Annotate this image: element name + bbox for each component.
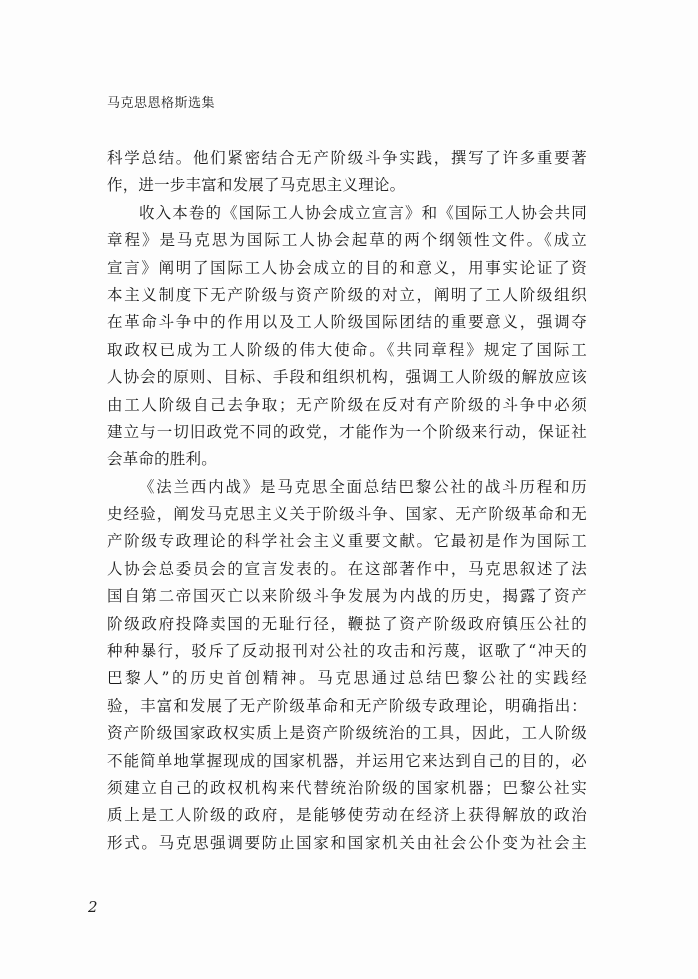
text-line: 章程》是马克思为国际工人协会起草的两个纲领性文件。《成立 [107,231,587,250]
text-line: 巴黎人”的历史首创精神。马克思通过总结巴黎公社的实践经 [107,669,587,688]
text-line: 人协会的原则、目标、手段和组织机构，强调工人阶级的解放应该 [107,368,587,387]
text-line: 国自第二帝国灭亡以来阶级斗争发展为内战的历史，揭露了资产 [107,587,587,606]
running-head: 马克思恩格斯选集 [107,96,216,111]
text-line: 资产阶级国家政权实质上是资产阶级统治的工具，因此，工人阶级 [107,724,587,743]
text-line: 人协会总委员会的宣言发表的。在这部著作中，马克思叙述了法 [107,559,587,578]
text-line: 产阶级专政理论的科学社会主义重要文献。它最初是作为国际工 [107,532,587,551]
text-line: 种种暴行，驳斥了反动报刊对公社的攻击和污蔑，讴歌了“冲天的 [107,642,587,661]
text-line: 质上是工人阶级的政府，是能够使劳动在经济上获得解放的政治 [107,806,587,825]
text-line: 由工人阶级自己去争取；无产阶级在反对有产阶级的斗争中必须 [107,395,587,414]
text-line: 形式。马克思强调要防止国家和国家机关由社会公仆变为社会主 [107,833,587,852]
text-line: 科学总结。他们紧密结合无产阶级斗争实践，撰写了许多重要著 [107,149,587,167]
text-line: 建立与一切旧政党不同的政党，才能作为一个阶级来行动，保证社 [107,422,587,441]
text-line: 本主义制度下无产阶级与资产阶级的对立，阐明了工人阶级组织 [107,285,587,304]
page-number: 2 [88,898,98,916]
text-line: 作，进一步丰富和发展了马克思主义理论。 [107,176,406,195]
body-text [107,145,587,857]
text-line: 在革命斗争中的作用以及工人阶级国际团结的重要意义，强调夺 [107,313,587,332]
paragraph-1 [107,145,587,200]
paragraph-2 [107,200,587,474]
text-line: 会革命的胜利。 [107,450,217,469]
text-line: 《法兰西内战》是马克思全面总结巴黎公社的战斗历程和历 [139,477,587,496]
text-line: 取政权已成为工人阶级的伟大使命。《共同章程》规定了国际工 [107,340,587,359]
text-line: 阶级政府投降卖国的无耻行径，鞭挞了资产阶级政府镇压公社的 [107,614,587,633]
text-line: 史经验，阐发马克思主义关于阶级斗争、国家、无产阶级革命和无 [107,505,587,524]
text-line: 不能简单地掌握现成的国家机器，并运用它来达到自己的目的，必 [107,751,587,770]
paragraph-3 [107,474,587,857]
text-line: 须建立自己的政权机构来代替统治阶级的国家机器；巴黎公社实 [107,778,587,797]
text-line: 收入本卷的《国际工人协会成立宣言》和《国际工人协会共同 [139,203,587,222]
text-line: 宣言》阐明了国际工人协会成立的目的和意义，用事实论证了资 [107,258,587,277]
text-line: 验，丰富和发展了无产阶级革命和无产阶级专政理论，明确指出： [107,696,587,715]
